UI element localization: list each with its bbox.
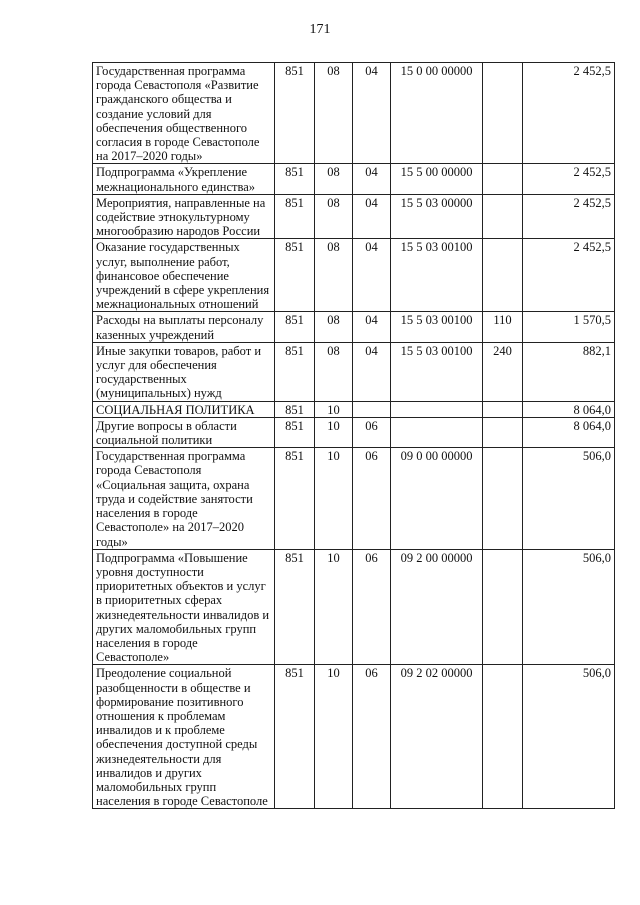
subsection-code-cell: 04 (353, 342, 391, 401)
row-name-cell: Мероприятия, направленные на содействие этнокультурному многообразию народов России (93, 194, 275, 239)
amount-cell: 506,0 (523, 549, 615, 665)
target-article-cell (391, 401, 483, 417)
amount-cell: 506,0 (523, 665, 615, 809)
expense-type-cell (483, 401, 523, 417)
target-article-cell: 15 5 03 00100 (391, 312, 483, 342)
table-row (93, 401, 615, 417)
expense-type-cell (483, 239, 523, 312)
subsection-code-cell: 06 (353, 665, 391, 809)
expense-type-cell (483, 164, 523, 194)
table-body (93, 63, 615, 809)
section-code-cell: 10 (315, 665, 353, 809)
row-name-cell: Иные закупки товаров, работ и услуг для обеспечения государственных (муниципальных) нужд (93, 342, 275, 401)
row-name-cell: Государственная программа города Севастополя «Социальная защита, охрана труда и содействие занятости населения в городе Севастополе» на 2017–2020 годы» (93, 448, 275, 549)
ministry-code-cell: 851 (275, 401, 315, 417)
section-code-cell: 08 (315, 63, 353, 164)
section-code-cell: 08 (315, 194, 353, 239)
target-article-cell: 15 0 00 00000 (391, 63, 483, 164)
expense-type-cell: 240 (483, 342, 523, 401)
ministry-code-cell: 851 (275, 448, 315, 549)
expense-type-cell (483, 448, 523, 549)
table-row (93, 417, 615, 447)
amount-cell: 8 064,0 (523, 417, 615, 447)
row-name-cell: Государственная программа города Севастополя «Развитие гражданского общества и создание условий для обеспечения общественного согласия в городе Севастополе на 2017–2020 годы» (93, 63, 275, 164)
section-code-cell: 10 (315, 417, 353, 447)
row-name-cell: Расходы на выплаты персоналу казенных учреждений (93, 312, 275, 342)
amount-cell: 882,1 (523, 342, 615, 401)
amount-cell: 2 452,5 (523, 239, 615, 312)
target-article-cell: 15 5 03 00100 (391, 342, 483, 401)
subsection-code-cell: 04 (353, 164, 391, 194)
table-row (93, 342, 615, 401)
page-number: 171 (309, 22, 331, 37)
amount-cell: 2 452,5 (523, 164, 615, 194)
target-article-cell: 15 5 00 00000 (391, 164, 483, 194)
ministry-code-cell: 851 (275, 549, 315, 665)
amount-cell: 1 570,5 (523, 312, 615, 342)
amount-cell: 8 064,0 (523, 401, 615, 417)
target-article-cell: 15 5 03 00100 (391, 239, 483, 312)
subsection-code-cell: 04 (353, 312, 391, 342)
target-article-cell: 09 0 00 00000 (391, 448, 483, 549)
ministry-code-cell: 851 (275, 417, 315, 447)
amount-cell: 2 452,5 (523, 63, 615, 164)
ministry-code-cell: 851 (275, 164, 315, 194)
expense-type-cell (483, 549, 523, 665)
row-name-cell: Подпрограмма «Укрепление межнационального единства» (93, 164, 275, 194)
expense-type-cell (483, 665, 523, 809)
subsection-code-cell: 06 (353, 448, 391, 549)
amount-cell: 506,0 (523, 448, 615, 549)
ministry-code-cell: 851 (275, 194, 315, 239)
ministry-code-cell: 851 (275, 312, 315, 342)
section-code-cell: 10 (315, 401, 353, 417)
budget-table (92, 62, 615, 809)
section-code-cell: 10 (315, 549, 353, 665)
table-row (93, 63, 615, 164)
expense-type-cell: 110 (483, 312, 523, 342)
subsection-code-cell: 06 (353, 549, 391, 665)
ministry-code-cell: 851 (275, 665, 315, 809)
table-row (93, 665, 615, 809)
row-name-cell: Другие вопросы в области социальной политики (93, 417, 275, 447)
row-name-cell: Оказание государственных услуг, выполнение работ, финансовое обеспечение учреждений в сфере укрепления межнациональных отношений (93, 239, 275, 312)
table-row (93, 239, 615, 312)
target-article-cell (391, 417, 483, 447)
expense-type-cell (483, 194, 523, 239)
table-row (93, 194, 615, 239)
section-code-cell: 10 (315, 448, 353, 549)
subsection-code-cell: 04 (353, 239, 391, 312)
row-name-cell: СОЦИАЛЬНАЯ ПОЛИТИКА (93, 401, 275, 417)
ministry-code-cell: 851 (275, 239, 315, 312)
table-row (93, 312, 615, 342)
expense-type-cell (483, 417, 523, 447)
subsection-code-cell: 04 (353, 63, 391, 164)
amount-cell: 2 452,5 (523, 194, 615, 239)
target-article-cell: 09 2 00 00000 (391, 549, 483, 665)
subsection-code-cell: 06 (353, 417, 391, 447)
row-name-cell: Преодоление социальной разобщенности в обществе и формирование позитивного отношения к проблемам инвалидов и к проблеме обеспечения доступной среды жизнедеятельности для инвалидов и других маломобильных групп населения в городе Севастополе (93, 665, 275, 809)
subsection-code-cell (353, 401, 391, 417)
ministry-code-cell: 851 (275, 342, 315, 401)
target-article-cell: 15 5 03 00000 (391, 194, 483, 239)
subsection-code-cell: 04 (353, 194, 391, 239)
target-article-cell: 09 2 02 00000 (391, 665, 483, 809)
section-code-cell: 08 (315, 239, 353, 312)
table-row (93, 549, 615, 665)
section-code-cell: 08 (315, 312, 353, 342)
section-code-cell: 08 (315, 342, 353, 401)
section-code-cell: 08 (315, 164, 353, 194)
expense-type-cell (483, 63, 523, 164)
table-row (93, 164, 615, 194)
table-row (93, 448, 615, 549)
ministry-code-cell: 851 (275, 63, 315, 164)
row-name-cell: Подпрограмма «Повышение уровня доступности приоритетных объектов и услуг в приоритетных сферах жизнедеятельности инвалидов и других маломобильных групп населения в городе Севастополе» (93, 549, 275, 665)
